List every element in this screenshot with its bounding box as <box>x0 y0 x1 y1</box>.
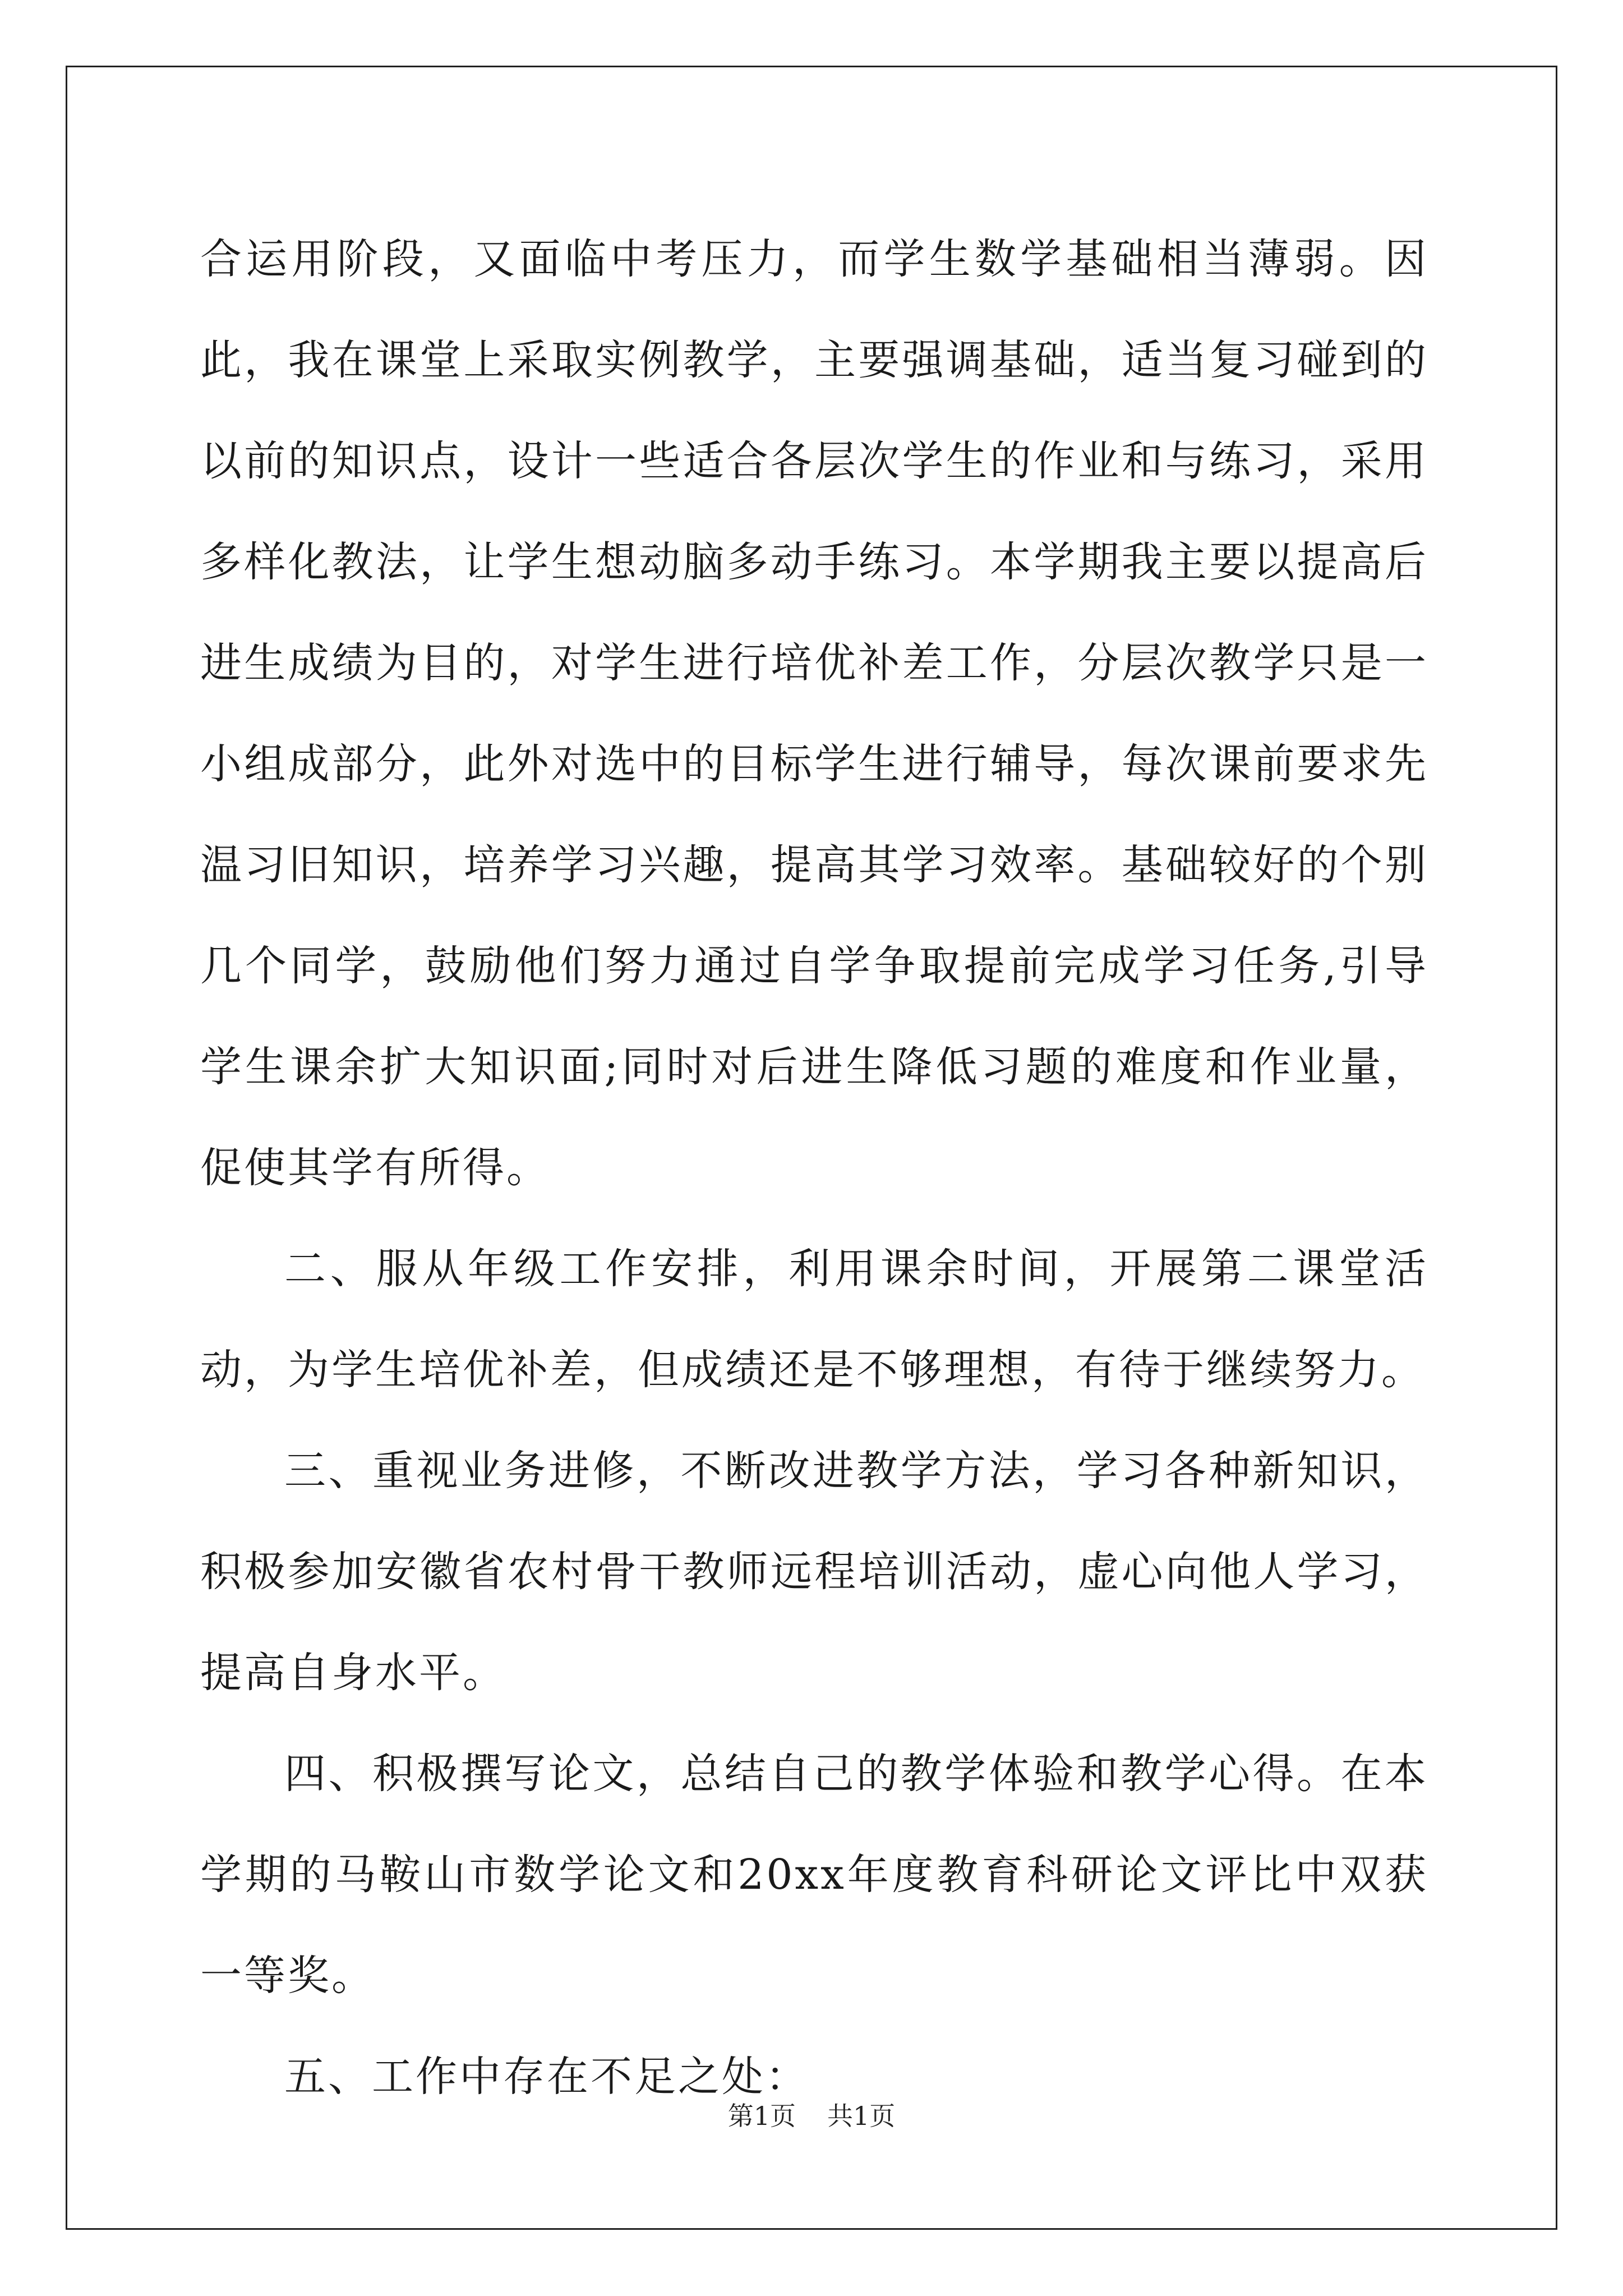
page-total: 共1页 <box>827 2101 896 2131</box>
paragraph-5: 五、工作中存在不足之处： <box>284 2053 809 2101</box>
paragraph-4: 四、积极撰写论文，总结自己的教学体验和教学心得。在本学期的马鞍山市数学论文和20xx年度教育科研论文评比中双获一等奖。 <box>200 1750 1428 2000</box>
paragraph-3: 三、重视业务进修，不断改进教学方法，学习各种新知识，积极参加安徽省农村骨干教师远程培训活动，虚心向他人学习，提高自身水平。 <box>200 1447 1428 1697</box>
page-footer <box>0 2099 1623 2133</box>
page-number: 第1页 <box>727 2101 796 2131</box>
document-body <box>200 209 1428 2127</box>
paragraph-2: 二、服从年级工作安排，利用课余时间，开展第二课堂活动，为学生培优补差，但成绩还是不够理想，有待于继续努力。 <box>200 1245 1428 1394</box>
paragraph-1: 合运用阶段，又面临中考压力，而学生数学基础相当薄弱。因此，我在课堂上采取实例教学，主要强调基础，适当复习碰到的以前的知识点，设计一些适合各层次学生的作业和与练习，采用多样化教法，让学生想动脑多动手练习。本学期我主要以提高后进生成绩为目的，对学生进行培优补差工作，分层次教学只是一小组成部分，此外对选中的目标学生进行辅导，每次课前要求先温习旧知识，培养学习兴趣，提高其学习效率。基础较好的个别几个同学，鼓励他们努力通过自学争取提前完成学习任务,引导学生课余扩大知识面;同时对后进生降低习题的难度和作业量，促使其学有所得。 <box>200 235 1428 1192</box>
